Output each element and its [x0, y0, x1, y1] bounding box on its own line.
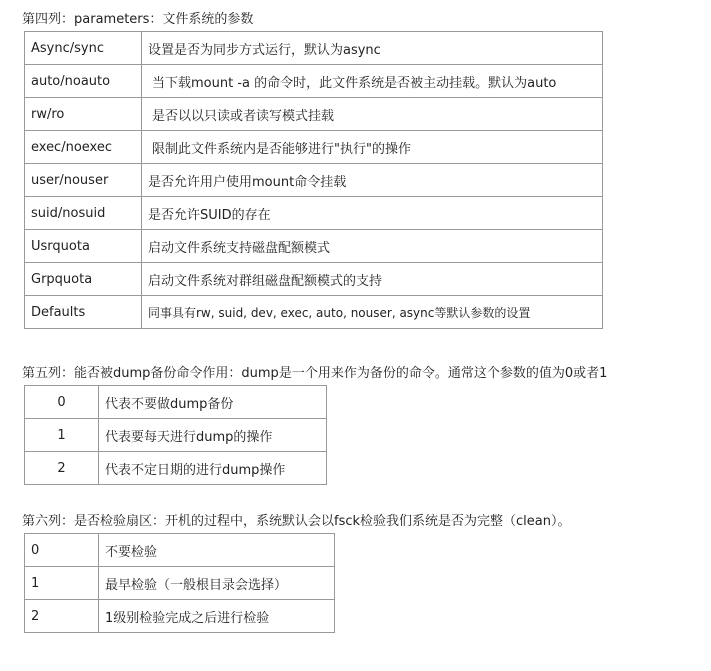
dump-value: 0: [25, 386, 99, 419]
table-row: [25, 296, 603, 329]
section6-heading: 第六列：是否检验扇区：开机的过程中，系统默认会以fsck检验我们系统是否为完整（clean）。: [22, 514, 571, 529]
dump-desc: 代表不定日期的进行dump操作: [99, 452, 327, 485]
dump-desc: 代表不要做dump备份: [99, 386, 327, 419]
dump-table: [24, 385, 327, 485]
fsck-value: 1: [25, 567, 99, 600]
table-row: [25, 230, 603, 263]
table-row: [25, 131, 603, 164]
fsck-desc: 1级别检验完成之后进行检验: [99, 600, 335, 633]
param-key: user/nouser: [25, 164, 142, 197]
table-row: [25, 600, 335, 633]
dump-value: 2: [25, 452, 99, 485]
section5-heading: 第五列：能否被dump备份命令作用：dump是一个用来作为备份的命令。通常这个参数的值为0或者1: [22, 366, 608, 381]
param-desc: 是否以以只读或者读写模式挂载: [142, 98, 603, 131]
param-desc: 同事具有rw, suid, dev, exec, auto, nouser, async等默认参数的设置: [142, 296, 603, 329]
param-key: auto/noauto: [25, 65, 142, 98]
fsck-value: 2: [25, 600, 99, 633]
table-row: [25, 164, 603, 197]
dump-value: 1: [25, 419, 99, 452]
parameters-table: [24, 31, 603, 329]
param-key: suid/nosuid: [25, 197, 142, 230]
table-row: [25, 419, 327, 452]
table-row: [25, 263, 603, 296]
param-desc: 设置是否为同步方式运行，默认为async: [142, 32, 603, 65]
param-desc: 启动文件系统对群组磁盘配额模式的支持: [142, 263, 603, 296]
param-key: Grpquota: [25, 263, 142, 296]
fsck-value: 0: [25, 534, 99, 567]
fsck-desc: 最早检验（一般根目录会选择）: [99, 567, 335, 600]
table-row: [25, 452, 327, 485]
param-key: Usrquota: [25, 230, 142, 263]
table-row: [25, 32, 603, 65]
fsck-desc: 不要检验: [99, 534, 335, 567]
param-desc: 是否允许SUID的存在: [142, 197, 603, 230]
param-key: Async/sync: [25, 32, 142, 65]
table-row: [25, 534, 335, 567]
table-row: [25, 386, 327, 419]
table-row: [25, 567, 335, 600]
fsck-table: [24, 533, 335, 633]
dump-desc: 代表要每天进行dump的操作: [99, 419, 327, 452]
table-row: [25, 65, 603, 98]
section4-heading: 第四列：parameters：文件系统的参数: [22, 12, 254, 27]
param-key: Defaults: [25, 296, 142, 329]
table-row: [25, 98, 603, 131]
param-key: rw/ro: [25, 98, 142, 131]
param-key: exec/noexec: [25, 131, 142, 164]
table-row: [25, 197, 603, 230]
param-desc: 当下载mount -a 的命令时，此文件系统是否被主动挂载。默认为auto: [142, 65, 603, 98]
param-desc: 是否允许用户使用mount命令挂载: [142, 164, 603, 197]
param-desc: 启动文件系统支持磁盘配额模式: [142, 230, 603, 263]
param-desc: 限制此文件系统内是否能够进行"执行"的操作: [142, 131, 603, 164]
